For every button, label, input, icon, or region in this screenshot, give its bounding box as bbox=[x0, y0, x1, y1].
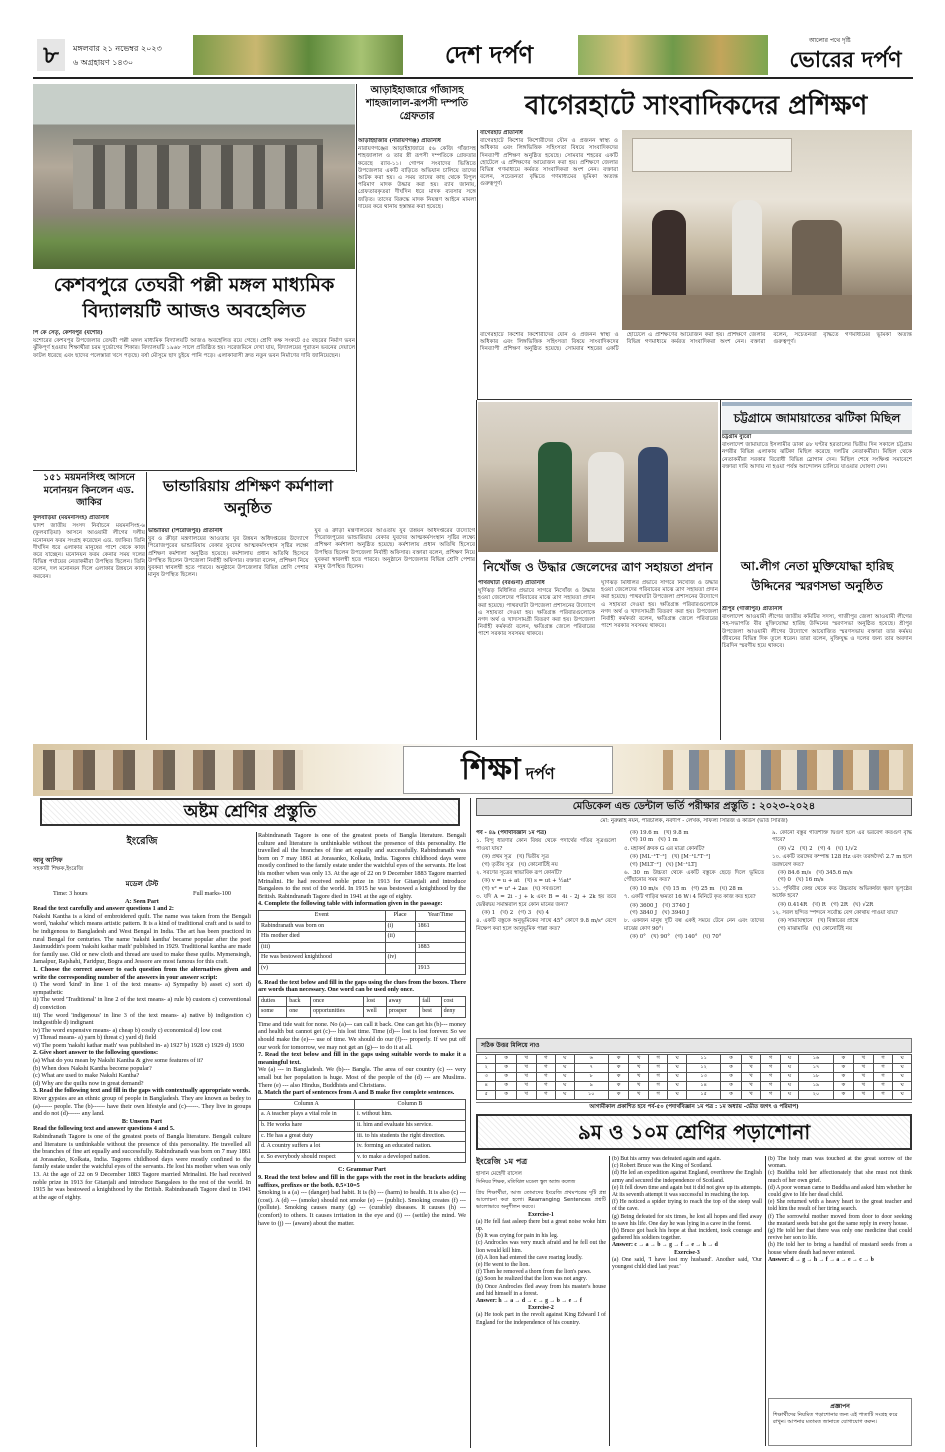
class8-clue-box bbox=[258, 996, 466, 1018]
class8-q3-text: River gypsies are an ethnic group of people in Bangladesh. They are known as bedey to (a)------ people. The (b)------ have their own lifestyle and (c)------. They live in groups and do not (d)------ any land. bbox=[33, 1095, 251, 1118]
table-row bbox=[259, 921, 466, 932]
class9-banner-title: ৯ম ও ১০ম শ্রেণির পড়াশোনা bbox=[577, 1120, 811, 1144]
class8-q2-item: (c) What are used to make Nakshi Kantha? bbox=[33, 1072, 140, 1080]
medical-question: ১. বিন্দু ধারণার কোন বিষয় থেকে পদার্থের গতির সূত্রগুলো পাওয়া যায়? bbox=[476, 838, 616, 852]
class8-q1-item: v) Thread means- a) yarn b) threat c) yard d) field bbox=[33, 1034, 157, 1042]
table-cell bbox=[385, 963, 415, 974]
clue-word: deny bbox=[441, 1007, 465, 1018]
class9-ex3-item: (f) The sorrowful mother moved from door to door seeking the mustard seeds but she got the same reply in every house. bbox=[768, 1213, 912, 1227]
araihazar-headline: আড়াইহাজারে গাঁজাসহ শাহজালাল-রূপসী দম্পতি গ্রেফতার bbox=[365, 85, 469, 122]
header-photo-strip-left bbox=[193, 35, 403, 75]
class9-ex1-item: (d) A lion had entered the cave roaring loudly. bbox=[476, 1254, 583, 1261]
table-cell bbox=[415, 953, 465, 964]
class8-section-a: A: Seen Part bbox=[125, 897, 159, 905]
brand-tagline: আলোর পথে দৃষ্টি bbox=[809, 37, 851, 44]
class8-table-8 bbox=[258, 1099, 466, 1164]
class8-author-role: সহকারী শিক্ষক,ইংরেজি bbox=[33, 866, 84, 872]
medical-answers-title: সঠিক উত্তর মিলিয়ে নাও bbox=[476, 1038, 912, 1053]
notice-title: প্রজ্ঞাপন bbox=[830, 1403, 850, 1410]
table-row bbox=[259, 1131, 466, 1142]
class9-ex1-answer: Answer: h → a → d → c → g → b → e → f bbox=[476, 1298, 582, 1305]
table-header: Column A bbox=[259, 1099, 355, 1110]
bagerhat-headline: বাগেরহাটে সাংবাদিকদের প্রশিক্ষণ bbox=[524, 91, 868, 121]
class9-ex3-item: (d) A poor woman came to Buddha and asked him whether he could give to life her dead child. bbox=[768, 1184, 912, 1199]
clue-word: back bbox=[287, 996, 311, 1007]
sreepur-headline: আ.লীগ নেতা মুক্তিযোদ্ধা হারিছ উদ্দিনের স্মরণসভা অনুষ্ঠিত bbox=[740, 559, 894, 593]
class9-col1 bbox=[476, 1156, 606, 1448]
table-row bbox=[259, 932, 466, 943]
class8-passage-b: Rabindranath Tagore is one of the greatest poets of Bangla literature. Bengali culture and literature is unthinkable without the presence of this personality. He travelled all the branches of fine art equally and successfully. Rabindranath was born on 7 may 1861 at Jorasanko, Kolkata, India. Tagores childhood days were mostly confined to the family estate under the watchful eyes of the servants. He lost his mother when was only 13. At the age of 22 on 9 December 1883 Tagore married Mrinalini. He had received noble prize in 1913 for Gitanjali and introduce Bangalees to the rest of the world. In 1915 he was bestowed a knighthood by the British. Rabindranath Tagore died in 1941 at the age of eighty. bbox=[258, 832, 466, 900]
table-cell: 1883 bbox=[415, 942, 465, 953]
medical-question: ৯. কোনো বস্তুর গতিশক্তি দ্বিগুণ হলে এর ভরবেগ কতগুণ বৃদ্ধি পাবে? bbox=[772, 830, 912, 844]
class9-col3 bbox=[768, 1156, 912, 1396]
notice-box bbox=[768, 1398, 912, 1446]
class9-ex2-item: (c) Robert Bruce was the King of Scotland. bbox=[612, 1163, 713, 1170]
class8-q9-text: Smoking is a (a) --- (danger) bad habit. It is (b) --- (harm) to health. It is also (c) --- (cost). A (d) --- (smoke) should not smoke (e) --- (public). Smoking creates (f) --- (pollute). Smoking causes many (g) --- (curable) diseases. It causes (h) --- (comfort) to others. It causes irritation in the eye and (i) --- (settle) the mind. We have to (j) --- (aware) about the matter. bbox=[258, 1189, 466, 1227]
class8-q1-item: ii) The word 'Traditional' in line 2 of the text means- a) rule b) custom c) conventional d) conviction bbox=[33, 996, 251, 1011]
table-cell: a. A teacher plays a vital role in bbox=[259, 1110, 355, 1121]
bhandaria-headline: ভান্ডারিয়ায় প্রশিক্ষণ কর্মশালা অনুষ্ঠিত bbox=[162, 477, 334, 517]
education-banner bbox=[33, 744, 913, 796]
class9-ex3-item: (e) She returned with a heavy heart to the great teacher and told him the result of her tiring search. bbox=[768, 1199, 912, 1213]
clue-word: duties bbox=[259, 996, 287, 1007]
table-cell: v. to make a developed nation. bbox=[354, 1152, 465, 1163]
page-number: ৮ bbox=[37, 39, 65, 71]
sreepur-byline: শ্রীপুর (গাজীপুর) প্রতিনিধি bbox=[722, 606, 783, 612]
table-cell: b. He works hare bbox=[259, 1121, 355, 1132]
clue-word: best bbox=[420, 1007, 441, 1018]
class8-part-c: C: Grammar Part bbox=[338, 1166, 386, 1174]
class8-q1-item: vi) The poem 'nakshi kathar math' was published in- a) 1927 b) 1928 c) 1929 d) 1930 bbox=[33, 1041, 245, 1049]
medical-question: ২. সরণের সূত্রের স্বাভাবিক রূপ কোনটি? bbox=[476, 870, 562, 877]
medical-question: ৩. যদি A = 2i - j + k এবং B = 4i - 2j + 2k হয় তবে ভেক্টরদ্বয় সমান্তরাল হবে কোন মানের জন্য? bbox=[476, 894, 616, 908]
class8-subject: ইংরেজি bbox=[126, 836, 158, 847]
class9-ex3-item: (b) The holy man was touched at the great sorrow of the woman. bbox=[768, 1156, 912, 1170]
clue-word: cost bbox=[441, 996, 465, 1007]
class9-ex2-title: Exercise-2 bbox=[528, 1305, 554, 1312]
class8-q4: 4. Complete the following table with information given in the passage: bbox=[258, 900, 443, 908]
medical-question: ১১. পৃথিবীর কেন্দ্র থেকে কত উচ্চতায় অভিকর্ষজ ত্বরণ ভূপৃষ্ঠের অর্ধেক হবে? bbox=[772, 885, 912, 900]
bhandaria-byline: ভান্ডারিয়া (পিরোজপুর) প্রতিনিধি bbox=[148, 528, 223, 534]
date-line-2: ৬ অগ্রহায়ণ ১৪৩০ bbox=[73, 58, 134, 67]
class9-ex1-item: (e) He went to the lion. bbox=[476, 1262, 530, 1269]
medical-answer-key bbox=[476, 1038, 912, 1110]
class9-ex2-answer: Answer: c → a → b → g → f → e → h → d bbox=[612, 1242, 718, 1249]
class9-ex3-item: (g) He told her that there was only one medicine that could revive her son to life. bbox=[768, 1228, 912, 1242]
class9-ex2-item: (b) But his army was defeated again and again. bbox=[612, 1156, 721, 1162]
class8-q6-text: Time and tide wait for none. No (a)--- can call it back. One can get his (b)--- money and health but cannot get (c)--- his lost time. Time (d)--- lost is lost forever. So we should make the (e)--- use of time. We should do our (f)--- properly. If we put off our work for tomorrow, we may not get an (g)--- to do it at all. bbox=[258, 1020, 466, 1051]
table-cell bbox=[415, 932, 465, 943]
class9-ex2-item: (e) It fell down time and again but it did not give up its attempts. At its seventh attempt it was successful in reaching the top. bbox=[612, 1184, 762, 1199]
brand-logo: ভোরের দর্পণ bbox=[789, 48, 902, 73]
table-cell: 1913 bbox=[415, 963, 465, 974]
medical-question: ১০. একটি তরঙ্গের কম্পাঙ্ক 128 Hz এবং তরঙ্গদৈর্ঘ্য 2.7 m হলে তরঙ্গবেগ কত? bbox=[772, 854, 912, 868]
chattogram-byline: চট্টগ্রাম ব্যুরো bbox=[722, 434, 752, 440]
class9-ex3-item: (a) One said, 'I have lost my husband'. Another said, 'Our youngest child died last year.' bbox=[612, 1256, 762, 1271]
date-line-1: মঙ্গলবার ২১ নভেম্বর ২০২৩ bbox=[73, 44, 162, 53]
fishermen-byline: পাথরঘাটা (বরগুনা) প্রতিনিধি bbox=[478, 580, 545, 586]
keshabpur-headline: কেশবপুরে তেঘরী পল্লী মঙ্গল মাধ্যমিক বিদ্যালয়টি আজও অবহেলিত bbox=[53, 274, 335, 322]
class8-q3: 3. Read the following text and fill in the gaps with contextually appropriate words. bbox=[33, 1087, 250, 1095]
class8-q1-item: i) The word 'kind' in line 1 of the text means- a) Sympathy b) asset c) sort d) sympathetic bbox=[33, 981, 251, 996]
class9-ex3-item: (c) Buddha told her affectionately that she must not think much of her own grief. bbox=[768, 1170, 912, 1184]
class9-col2 bbox=[612, 1156, 762, 1448]
clue-word: prosper bbox=[386, 1007, 420, 1018]
table-row bbox=[259, 1121, 466, 1132]
class9-ex2-item: (a) He took part in the revolt against King Edward I of England for the independence of his country. bbox=[476, 1312, 606, 1326]
table-cell bbox=[385, 942, 415, 953]
class8-time: Time: 3 hours bbox=[53, 890, 88, 897]
class8-q2: 2. Give short answer to the following questions: bbox=[33, 1049, 159, 1057]
table-row bbox=[259, 942, 466, 953]
class9-ex3-item: (h) He told her to bring a handful of mustard seeds from a house where death had never entered. bbox=[768, 1242, 912, 1256]
mymensingh-body: দ্বাদশ জাতীয় সংসদ নির্বাচনে ময়মনসিংহ-৬ (ফুলবাড়িয়া) আসনে আওয়ামী লীগের দলীয় মনোনয়ন ফরম সংগ্রহ করেছেন এড. জাকির। তিনি দীর্ঘদিন ধরে এলাকার মানুষের পাশে থেকে কাজ করে যাচ্ছেন। মনোনয়ন ফরম কেনার সময় দলের বিভিন্ন পর্যায়ের নেতাকর্মীরা উপস্থিত ছিলেন। তিনি বলেন, দল মনোনয়ন দিলে এলাকার উন্নয়নে কাজ করবেন। bbox=[33, 523, 145, 580]
header-photo-strip-right bbox=[578, 35, 768, 75]
class8-q1-item: iii) The word 'indigenous' in line 3 of the text means- a) native b) indigestion c) indigestible d) indignant bbox=[33, 1011, 251, 1027]
class8-q2-item: (a) What do you mean by Nakshi Kantha & give some features of it? bbox=[33, 1057, 204, 1065]
chattogram-body: বাংলাদেশ জামায়াতে ইসলামীর ডাকা ৪৮ ঘণ্টার হরতালের দ্বিতীয় দিন সকালে চট্টগ্রাম নগরীর বিভিন্ন এলাকায় ঝটিকা মিছিল করেছে দলটির নেতাকর্মীরা। মিছিল থেকে নেতাকর্মীরা সরকার বিরোধী বিভিন্ন স্লোগান দেন। মিছিল শেষে সংক্ষিপ্ত সমাবেশে বক্তারা দাবি আদায় না হওয়া পর্যন্ত আন্দোলন চালিয়ে যাওয়ার ঘোষণা দেন। bbox=[722, 442, 912, 470]
class9-ex2-item: (d) He led an expedition against England, overthrew the English army and secured the independence of Scotland. bbox=[612, 1170, 762, 1184]
table-row bbox=[259, 1142, 466, 1153]
class8-passage-b-start: Rabindranath Tagore is one of the greatest poets of Bangla literature. Bengali culture and literature is unthinkable without the presence of this personality. He travelled all the branches of fine art equally and successfully. Rabindranath was born on 7 may 1861 at Jorasanko, Kolkata, India. Tagores childhood days were mostly confined to the family estate under the watchful eyes of the servants. He lost his mother when was only 13. At the age of 22 on 9 December 1883 Tagore married Mrinalini. He had received noble prize in 1913 for Gitanjali and introduce Bangalees to the rest of the world. In 1915 he was bestowed a knighthood by the British. Rabindranath Tagore died in 1941 at the age of eighty. bbox=[33, 1133, 251, 1201]
chattogram-headline: চট্টগ্রামে জামায়াতের ঝটিকা মিছিল bbox=[722, 406, 912, 430]
class8-test-title: মডেল টেস্ট bbox=[125, 880, 159, 888]
sreepur-article bbox=[722, 606, 912, 740]
mymensingh-byline: ফুলবাড়িয়া (ময়মনসিংহ) প্রতিনিধি bbox=[33, 515, 109, 521]
medical-answer-grid: ১ ক খ গ ঘ ৬ ক খ গ ঘ ১১ ক খ গ ঘ ১৬ ক খ গ ঘ ২ ক খ গ ঘ ৭ ক খ গ ঘ ১২ ক খ গ ঘ ১৭ ক খ গ ঘ ৩ ক খ গ ঘ ৮ ক খ গ ঘ ১৩ ক খ গ ঘ ১৮ ক খ গ ঘ ৪ ক খ গ ঘ ৯ ক খ গ ঘ ১৪ ক খ গ ঘ ১৯ ক খ গ ঘ ৫ ক খ গ ঘ ১০ ক খ গ ঘ ১৫ ক খ গ ঘ ২০ ক খ গ ঘ bbox=[476, 1054, 912, 1100]
notice-text: শিক্ষার্থীদের নিয়মিত পড়াশোনার জন্য এই পাতাটি সংগ্রহ করে রাখুন। আপনার মতামত জানাতে যোগাযোগ করুন। bbox=[773, 1412, 898, 1425]
keshabpur-byline: পি কে সেতৃ, কেশবপুর (যশোর) bbox=[33, 330, 103, 336]
class8-passage: Nakshi Kantha is a kind of embroidered quilt. The name was taken from the Bengali word, 'naksha' which means artistic pattern. It is a kind of traditional craft and is said to be indigenous to Bangladesh and West Bengal in India. The art has been practiced in rural Bengal for centuries. The name 'nakshi kantha' became popular after the poet Jasimuddin's poem 'nakshi kathar math' published in 1929. Traditional kantha are made for family use. Old or new cloth and thread are used to make these quilts. Mymensingh, Jamalpur, Rajshahi, Faridpur, Bogra and Jessore are most famous for this craft. bbox=[33, 912, 251, 966]
clue-word: some bbox=[259, 1007, 287, 1018]
clue-word: well bbox=[364, 1007, 386, 1018]
class9-author-role: সিনিয়র শিক্ষক, মতিঝিল মডেল স্কুল অ্যান্ড কলেজ bbox=[476, 1179, 576, 1185]
chattogram-article bbox=[722, 434, 912, 552]
class8-marks: Full marks-100 bbox=[193, 890, 231, 897]
medical-part: পর্ব - ৪৯ (পদার্থবিজ্ঞান ১ম পত্র) bbox=[476, 830, 547, 836]
clue-word: fall bbox=[420, 996, 441, 1007]
fishermen-body: ঘূর্ণিঝড় মিধিলির প্রভাবে সাগরে নিখোঁজ ও উদ্ধার হওয়া জেলেদের পরিবারের মাঝে ত্রাণ সহায়তা প্রদান করা হয়েছে। পাথরঘাটা উপজেলা প্রশাসনের উদ্যোগে এ সহায়তা দেওয়া হয়। ক্ষতিগ্রস্ত পরিবারগুলোকে নগদ অর্থ ও খাদ্যসামগ্রী বিতরণ করা হয়। উপজেলা নির্বাহী কর্মকর্তা বলেন, ক্ষতিগ্রস্ত জেলে পরিবারের পাশে সরকার সবসময় থাকবে। bbox=[478, 588, 595, 638]
sreepur-body: বাংলাদেশ আওয়ামী লীগের জাতীয় কমিটির সদস্য, গাজীপুর জেলা আওয়ামী লীগের সহ-সভাপতি বীর মুক্তিযোদ্ধা হারিছ উদ্দিনের স্মরণসভা অনুষ্ঠিত হয়েছে। শ্রীপুর উপজেলা আওয়ামী লীগের উদ্যোগে আয়োজিত স্মরণসভায় বক্তারা তার কর্মময় জীবনের বিভিন্ন দিক তুলে ধরেন। তারা বলেন, মুক্তিযুদ্ধ ও দলের জন্য তার অবদান চিরদিন স্মরণীয় হয়ে থাকবে। bbox=[722, 614, 912, 650]
class8-instruction-b: Read the following text and answer questions 4 and 5. bbox=[33, 1125, 175, 1133]
education-banner-title: শিক্ষা bbox=[461, 752, 521, 787]
class9-ex1-item: (a) He fell fast asleep there but a great noise woke him up. bbox=[476, 1218, 606, 1233]
bhandaria-body-2: যুব ও ক্রীড়া মন্ত্রণালয়ের আওতায় যুব উন্নয়ন অধিদপ্তরের উদ্যোগে পিরোজপুরের ভান্ডারিয়ায় বেকার যুবদের আত্মকর্মসংস্থান সৃষ্টির লক্ষ্যে প্রশিক্ষণ কর্মশালা অনুষ্ঠিত হয়েছে। কর্মশালায় প্রধান অতিথি হিসেবে উপস্থিত ছিলেন উপজেলা নির্বাহী অফিসার। বক্তারা বলেন, প্রশিক্ষণ নিয়ে যুবকরা স্বাবলম্বী হতে পারবে। অনুষ্ঠানে উপজেলার বিভিন্ন শ্রেণি পেশার মানুষ উপস্থিত ছিলেন। bbox=[314, 528, 475, 571]
bagerhat-body: বাগেরহাটে কিশোর কিশোরীদের যৌন ও প্রজনন স্বাস্থ্য ও অধিকার এবং লিঙ্গভিত্তিক সহিংসতা বিষয়ে সাংবাদিকদের দিনব্যাপী প্রশিক্ষণ অনুষ্ঠিত হয়েছে। সোমবার শহরের একটি হোটেলে এ প্রশিক্ষণের আয়োজন করা হয়। প্রশিক্ষণে জেলার বিভিন্ন গণমাধ্যমে কর্মরত সাংবাদিকরা অংশ নেন। বক্তারা বলেন, সচেতনতা বৃদ্ধিতে গণমাধ্যমের ভূমিকা অত্যন্ত গুরুত্বপূর্ণ। bbox=[480, 138, 618, 188]
class8-q2-item: (b) When does Nakshi Kantha become popular? bbox=[33, 1064, 152, 1072]
education-banner-suffix: দর্পণ bbox=[525, 764, 555, 783]
class8-q6: 6. Read the text below and fill in the gaps using the clues from the boxes. There are words than necessary. One word can be used only once. bbox=[258, 978, 466, 994]
table-cell: His mother died bbox=[259, 932, 386, 943]
masthead bbox=[33, 33, 913, 79]
class8-col2 bbox=[258, 832, 466, 1447]
table-cell: e. So everybody should respect bbox=[259, 1152, 355, 1163]
table-cell: ii. him and evaluate his service. bbox=[354, 1121, 465, 1132]
class9-ex1-item: (b) It was crying for pain in his leg. bbox=[476, 1233, 559, 1240]
table-row bbox=[259, 1152, 466, 1163]
relief-distribution-photo bbox=[478, 402, 718, 552]
class9-ex2-item: (h) Bruce got back his hope at that incident, took courage and gathered his soldiers together. bbox=[612, 1228, 762, 1242]
table-cell: d. A country suffers a lot bbox=[259, 1142, 355, 1153]
clue-word: opportunities bbox=[310, 1007, 363, 1018]
class9-ex3-title: Exercise-3 bbox=[674, 1249, 700, 1256]
clue-word: once bbox=[310, 996, 363, 1007]
fishermen-headline: নিখোঁজ ও উদ্ধার জেলেদের ত্রাণ সহায়তা প্রদান bbox=[483, 560, 713, 574]
class8-q1: 1. Choose the correct answer to each question from the alternatives given and write the corresponding number of the answers in your answer script: bbox=[33, 965, 251, 981]
class9-author: হাসান মেহেদী রাসেল bbox=[476, 1171, 522, 1177]
table-cell: (iv) bbox=[385, 953, 415, 964]
medical-question: ৫. মহাকর্ষ ধ্রুবক G এর মাত্রা কোনটি? bbox=[624, 845, 705, 852]
class8-author: আবু আসিফ bbox=[33, 857, 63, 864]
class8-banner-title: অষ্টম শ্রেণির প্রস্তুতি bbox=[183, 802, 317, 822]
bagerhat-article bbox=[480, 130, 618, 330]
table-row bbox=[259, 953, 466, 964]
medical-question: ৬. 30 m উচ্চতা থেকে একটি বস্তুকে ছেড়ে দিলে ভূমিতে পৌঁছানোর সময় কত? bbox=[624, 870, 764, 884]
class8-q7: 7. Read the text below and fill in the gaps using suitable words to make it a meaningful text. bbox=[258, 1051, 466, 1066]
medical-question: ৮. একজন মানুষ দুটি বল্ব একই সময়ে টেনে নেন এবং তাদের মাঝের কোণ 90°। bbox=[624, 918, 764, 932]
class8-q9: 9. Read the text below and fill in the gaps with the root in the brackets adding suffixes, prefixes or the both. 0.5×10=5 bbox=[258, 1173, 466, 1189]
medical-banner bbox=[476, 798, 912, 816]
table-header: Event bbox=[259, 910, 386, 921]
class9-ex1-item: (f) Then he removed a thorn from the lion's paws. bbox=[476, 1269, 592, 1276]
class9-intro: প্রিয় শিক্ষার্থীরা, আজ তোমাদের ইংরেজি প্রথমপত্রের দুটি প্রশ্ন আলোচনা করা হলো। Rearranging Sentences প্রশ্নটি ভালোভাবে অনুশীলন করবে। bbox=[476, 1190, 606, 1211]
mymensingh-article bbox=[33, 515, 145, 740]
table-cell: Rabindranath was born on bbox=[259, 921, 386, 932]
class8-q2-item: (d) Why are the quilts now in great demand? bbox=[33, 1079, 144, 1087]
table-cell: iv. forming an educated nation. bbox=[354, 1142, 465, 1153]
medical-footer-note: আগামীকাল প্রকাশিত হবে পর্ব-৫০ (পদার্থবিজ্ঞান ১ম পত্র : ১ম অধ্যায় -ভৌত জগৎ ও পরিমাপ) bbox=[476, 1102, 912, 1110]
medical-banner-title: মেডিকেল এন্ড ডেন্টাল ভর্তি পরীক্ষার প্রস্তুতি : ২০২৩-২০২৪ bbox=[572, 801, 816, 812]
class9-banner bbox=[476, 1114, 912, 1150]
bhandaria-article bbox=[148, 528, 475, 740]
class9-ex1-item: (h) Once Androcles fled away from his master's house and hid himself in a forest. bbox=[476, 1283, 606, 1297]
table-cell: iii. to his students the right direction. bbox=[354, 1131, 465, 1142]
training-photo bbox=[622, 130, 912, 330]
table-row bbox=[259, 1110, 466, 1121]
table-cell: c. He has a great duty bbox=[259, 1131, 355, 1142]
bagerhat-article-cont bbox=[480, 332, 912, 398]
keshabpur-body: যশোরের কেশবপুর উপজেলার তেঘরী পল্লী মঙ্গল মাধ্যমিক বিদ্যালয়টি আজও অবহেলিত রয়ে গেছে। শ্রেণি কক্ষ সংকটে ৫৫ বছরের নির্মাণ ভবন ঝুঁকিপূর্ণ হওয়ায় শিক্ষার্থীরা চরম দুর্ভোগের শিকার। বিদ্যালয়টি ১৯৬৮ সালে প্রতিষ্ঠিত হয়। সরেজমিনে দেখা যায়, বিদ্যালয়ের পুরাতন ভবনের দেয়ালে ফাটল ধরেছে এবং ছাদের পলেস্তারা খসে পড়ছে। বর্ষা মৌসুমে ছাদ চুইয়ে পানি পড়ে। এলাকাবাসী দ্রুত নতুন ভবন নির্মাণের দাবি জানিয়েছেন। bbox=[33, 338, 355, 359]
class8-q8: 8. Match the part of sentences from A and B make five complete sentences. bbox=[258, 1089, 455, 1097]
medical-question: ১২. সরল ছন্দিত স্পন্দনে সর্বোচ্চ বেগ কোথায় পাওয়া যায়? bbox=[772, 910, 898, 917]
table-header: Year/Time bbox=[415, 910, 465, 921]
class9-ex3-answer: Answer: d → g → h → f → a → e → c → b bbox=[768, 1256, 874, 1263]
class9-ex2-item: (f) He noticed a spider trying to reach the top of the steep wall of the cave. bbox=[612, 1199, 762, 1213]
table-cell: i. without him. bbox=[354, 1110, 465, 1121]
table-header: Place bbox=[385, 910, 415, 921]
class8-col1 bbox=[33, 832, 251, 1447]
mymensingh-headline: ১৫১ ময়মনসিংহ আসনে মনোনয়ন কিনলেন এড. জাকির bbox=[43, 472, 135, 508]
medical-author: মো: নুরুল্লাহ নয়ন, পরিচালক, নবদীপ - লেখক, সাফল্য সিরিজ ও কার্ডস (ভর্তি সিরিজ) bbox=[600, 818, 788, 824]
class8-q7-text: We (a) --- in Bangladesh. We (b)--- Bangla. The area of our country (c) --- very small but her population is huge. Most of the people of the (d) --- are Muslims. There (e) --- also Hindus, Buddhists and Christians. bbox=[258, 1066, 466, 1089]
section-title: দেশ দর্পণ bbox=[444, 41, 534, 69]
fishermen-body-2: ঘূর্ণিঝড় মিধিলির প্রভাবে সাগরে নিখোঁজ ও উদ্ধার হওয়া জেলেদের পরিবারের মাঝে ত্রাণ সহায়তা প্রদান করা হয়েছে। পাথরঘাটা উপজেলা প্রশাসনের উদ্যোগে এ সহায়তা দেওয়া হয়। ক্ষতিগ্রস্ত পরিবারগুলোকে নগদ অর্থ ও খাদ্যসামগ্রী বিতরণ করা হয়। উপজেলা নির্বাহী কর্মকর্তা বলেন, ক্ষতিগ্রস্ত জেলে পরিবারের পাশে সরকার সবসময় থাকবে। bbox=[601, 580, 718, 630]
clue-word: one bbox=[287, 1007, 311, 1018]
class9-subject: ইংরেজি ১ম পত্র bbox=[476, 1157, 528, 1166]
table-cell: He was bestowed knighthood bbox=[259, 953, 386, 964]
class8-banner bbox=[40, 798, 460, 826]
medical-question: ৪. একটি বস্তুকে অনুভূমিকের সাথে 45° কোণে 9.8 m/s² বেগে নিক্ষেপ করা হলে আনুভূমিক পাল্লা কত? bbox=[476, 918, 616, 932]
araihazar-byline: আড়াইহাজার (নারায়ণগঞ্জ) প্রতিনিধি bbox=[358, 138, 441, 144]
table-cell: 1861 bbox=[415, 921, 465, 932]
bhandaria-body: যুব ও ক্রীড়া মন্ত্রণালয়ের আওতায় যুব উন্নয়ন অধিদপ্তরের উদ্যোগে পিরোজপুরের ভান্ডারিয়ায় বেকার যুবদের আত্মকর্মসংস্থান সৃষ্টির লক্ষ্যে প্রশিক্ষণ কর্মশালা অনুষ্ঠিত হয়েছে। কর্মশালায় প্রধান অতিথি হিসেবে উপস্থিত ছিলেন উপজেলা নির্বাহী অফিসার। বক্তারা বলেন, প্রশিক্ষণ নিয়ে যুবকরা স্বাবলম্বী হতে পারবে। অনুষ্ঠানে উপজেলার বিভিন্ন শ্রেণি পেশার মানুষ উপস্থিত ছিলেন। bbox=[148, 536, 309, 579]
araihazar-article bbox=[358, 138, 476, 398]
class8-q1-item: iv) The word expensive means- a) cheap b) costly c) economical d) low cost bbox=[33, 1026, 222, 1034]
table-cell: (v) bbox=[259, 963, 386, 974]
class9-ex2-item: (g) Being defeated for six times, he lost all hopes and fled away to save his life. One day he was lying in a cave in the forest. bbox=[612, 1213, 762, 1227]
class9-ex1-item: (g) Soon he realized that the lion was not angry. bbox=[476, 1276, 588, 1283]
clue-word: away bbox=[386, 996, 420, 1007]
araihazar-body: নারায়ণগঞ্জের আড়াইহাজারে ৫৬ কেজি গাঁজাসহ শাহজালাল ও তার স্ত্রী রূপসী দম্পতিকে গ্রেফতার করেছে র‍্যাব-১১। গোপন সংবাদের ভিত্তিতে উপজেলার একটি বাড়িতে অভিযান চালিয়ে তাদের আটক করা হয়। এ সময় তাদের কাছ থেকে বিপুল পরিমাণ মাদক উদ্ধার করা হয়। র‍্যাব জানায়, গ্রেফতারকৃতরা দীর্ঘদিন ধরে মাদক ব্যবসার সঙ্গে জড়িত। তাদের বিরুদ্ধে মাদক নিয়ন্ত্রণ আইনে মামলা দায়ের করে থানায় হস্তান্তর করা হয়েছে। bbox=[358, 146, 476, 210]
medical-questions: পর্ব - ৪৯ (পদার্থবিজ্ঞান ১ম পত্র) ১. বিন্দু ধারণার কোন বিষয় থেকে পদার্থের গতির সূত্রগুলো পাওয়া যায়? (ক) প্রথম সূত্র (খ) দ্বিতীয় সূত্র (গ) তৃতীয় সূত্র (ঘ) কোনোটিই নয় ২. সরণের সূত্রের স্বাভাবিক রূপ কোনটি? (ক) v = u + at (খ) s = ut + ½at² (গ) v² = u² + 2as (ঘ) সবগুলো ৩. যদি A = 2i - j + k এবং B = 4i - 2j + 2k হয় তবে ভেক্টরদ্বয় সমান্তরাল হবে কোন মানের জন্য? (ক) 1 (খ) 2 (গ) 3 (ঘ) 4 ৪. একটি বস্তুকে অনুভূমিকের সাথে 45° কোণে 9.8 m/s² বেগে নিক্ষেপ করা হলে আনুভূমিক পাল্লা কত? (ক) 19.6 m (খ) 9.8 m (গ) 10 m (ঘ) 1 m ৫. মহাকর্ষ ধ্রুবক G এর মাত্রা কোনটি? (ক) [ML⁻¹T⁻²] (খ) [M⁻¹L³T⁻²] (গ) [MLT⁻²] (ঘ) [M⁻¹LT] ৬. 30 m উচ্চতা থেকে একটি বস্তুকে ছেড়ে দিলে ভূমিতে পৌঁছানোর সময় কত? (ক) 10 m/s (খ) 15 m (গ) 25 m (ঘ) 28 m ৭. একটি গাড়ির ক্ষমতা 16 W। 4 মিনিটে কৃত কাজ কত হবে? (ক) 3600 J (খ) 3740 J (গ) 3840 J (ঘ) 3940 J ৮. একজন মানুষ দুটি বল্ব একই সময়ে টেনে নেন এবং তাদের মাঝের কোণ 90°। (ক) 0° (খ) 90° (গ) 140° (ঘ) 70° ৯. কোনো বস্তুর গতিশক্তি দ্বিগুণ হলে এর ভরবেগ কতগুণ বৃদ্ধি পাবে? (ক) √2 (খ) 2 (গ) 4 (ঘ) 1/√2 ১০. একটি তরঙ্গের কম্পাঙ্ক 128 Hz এবং তরঙ্গদৈর্ঘ্য 2.7 m হলে তরঙ্গবেগ কত? (ক) 84.6 m/s (খ) 345.6 m/s (গ) 0 (ঘ) 16 m/s ১১. পৃথিবীর কেন্দ্র থেকে কত উচ্চতায় অভিকর্ষজ ত্বরণ ভূপৃষ্ঠের অর্ধেক হবে? (ক) 0.414R (খ) R (গ) 2R (ঘ) √2R ১২. সরল ছন্দিত স্পন্দনে সর্বোচ্চ বেগ কোথায় পাওয়া যায়? (ক) সাম্যাবস্থানে (খ) বিস্তারের প্রান্তে (গ) মাঝামাঝি (ঘ) কোনোটিই নয় bbox=[476, 830, 912, 941]
table-cell: (i) bbox=[385, 921, 415, 932]
bagerhat-byline: বাগেরহাট প্রতিনিধি bbox=[480, 130, 523, 136]
table-cell: (iii) bbox=[259, 942, 386, 953]
clue-word: lost bbox=[364, 996, 386, 1007]
school-building-photo bbox=[33, 84, 355, 269]
medical-question: ৭. একটি গাড়ির ক্ষমতা 16 W। 4 মিনিটে কৃত কাজ কত হবে? bbox=[624, 894, 756, 901]
class9-ex1-title: Exercise-1 bbox=[528, 1211, 554, 1218]
table-header: Column B bbox=[354, 1099, 465, 1110]
table-row bbox=[259, 963, 466, 974]
fishermen-article bbox=[478, 580, 718, 740]
class8-table-4 bbox=[258, 910, 466, 975]
table-cell: (ii) bbox=[385, 932, 415, 943]
class8-instruction-1: Read the text carefully and answer questions 1 and 2: bbox=[33, 905, 174, 913]
class9-ex1-item: (c) Androcles was very much afraid and he fell out the lion would kill him. bbox=[476, 1240, 606, 1254]
bagerhat-body-cont: বাগেরহাটে কিশোর কিশোরীদের যৌন ও প্রজনন স্বাস্থ্য ও অধিকার এবং লিঙ্গভিত্তিক সহিংসতা বিষয়ে সাংবাদিকদের দিনব্যাপী প্রশিক্ষণ অনুষ্ঠিত হয়েছে। সোমবার শহরের একটি হোটেলে এ প্রশিক্ষণের আয়োজন করা হয়। প্রশিক্ষণে জেলার বিভিন্ন গণমাধ্যমে কর্মরত সাংবাদিকরা অংশ নেন। বক্তারা বলেন, সচেতনতা বৃদ্ধিতে গণমাধ্যমের ভূমিকা অত্যন্ত গুরুত্বপূর্ণ। bbox=[480, 332, 912, 353]
keshabpur-article bbox=[33, 330, 355, 468]
class8-section-b: B: Unseen Part bbox=[121, 1117, 163, 1125]
